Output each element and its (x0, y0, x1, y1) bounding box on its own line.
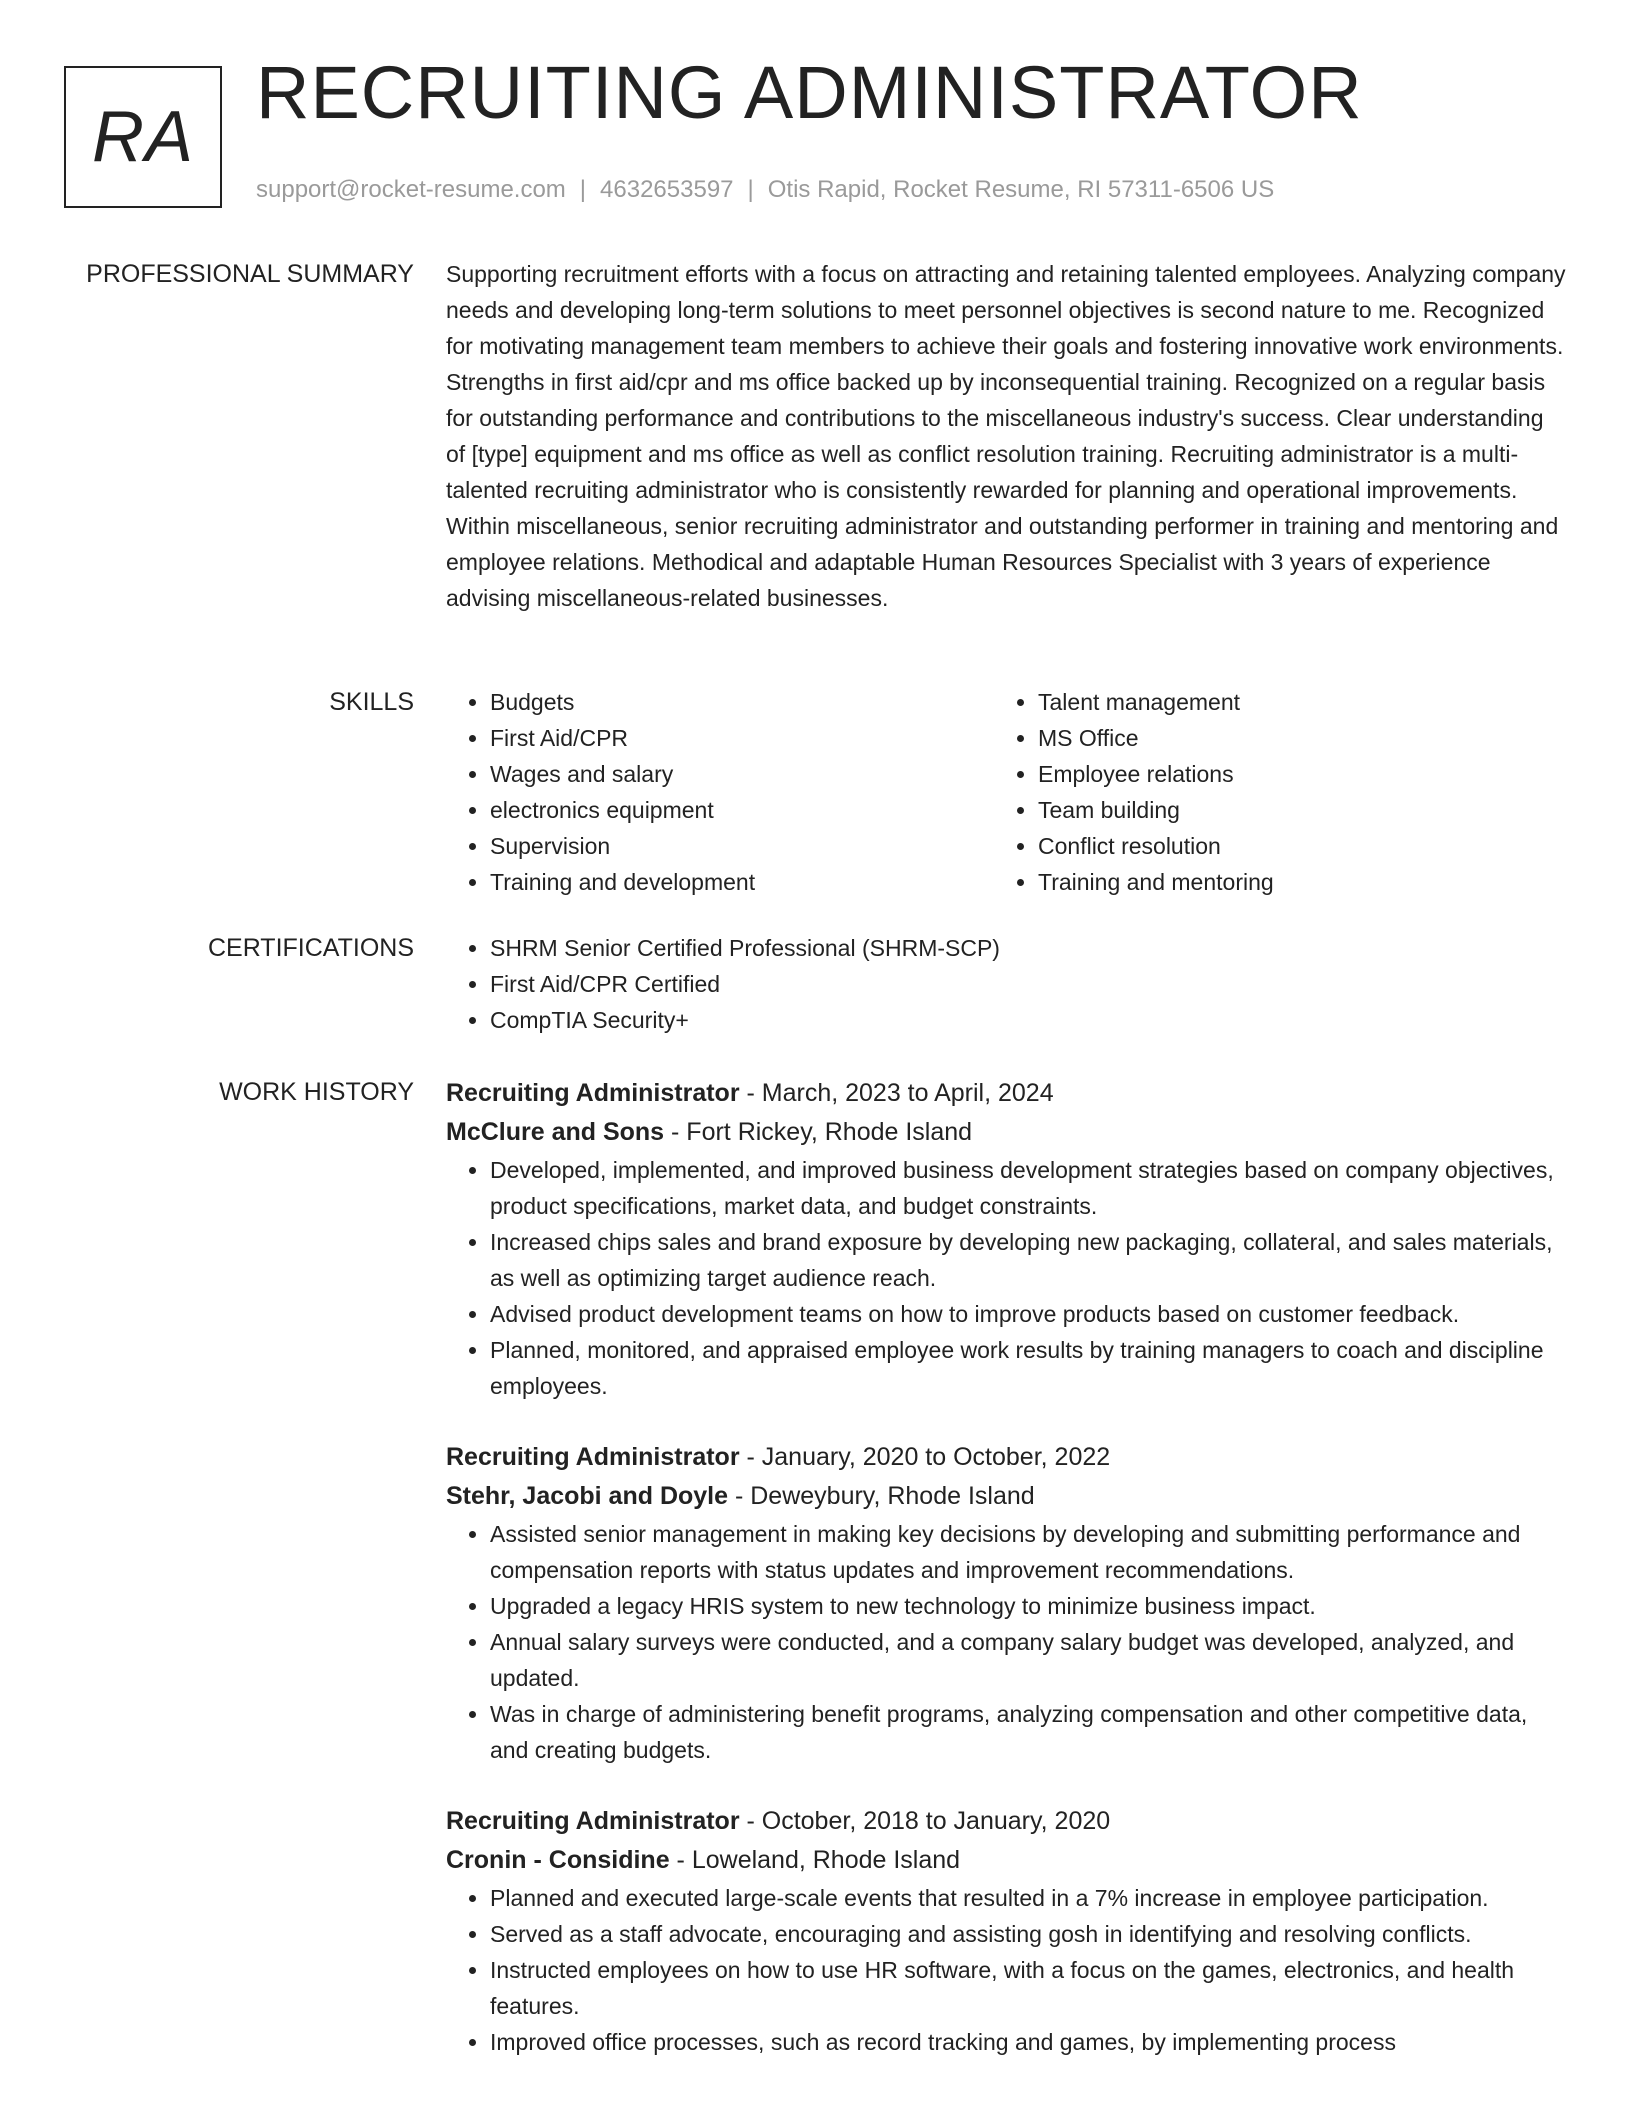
job-location: - Fort Rickey, Rhode Island (664, 1118, 973, 1146)
skill-item: • Employee relations (1038, 756, 1542, 792)
job-location: - Deweybury, Rhode Island (728, 1482, 1035, 1510)
skill-item: • Wages and salary (490, 756, 994, 792)
job-company: McClure and Sons (446, 1118, 665, 1146)
job-bullet: • Was in charge of administering benefit programs, analyzing compensation and other competitive data, and creating budgets. (490, 1696, 1566, 1768)
job-title-line (446, 1802, 1566, 1841)
certifications-body (446, 930, 1566, 1038)
summary-text: Supporting recruitment efforts with a focus on attracting and retaining talented employees. Analyzing company needs and developing long-term solutions to meet personnel objectives is second nature to me. Recognized for motivating management team members to achieve their goals and fostering innovative work environments. Strengths in first aid/cpr and ms office backed up by inconsequential training. Recognized on a regular basis for outstanding performance and contributions to the miscellaneous industry's success. Clear understanding of [type] equipment and ms office as well as conflict resolution training. Recruiting administrator is a multi-talented recruiting administrator who is consistently rewarded for planning and operational improvements. Within miscellaneous, senior recruiting administrator and outstanding performer in training and mentoring and employee relations. Methodical and adaptable Human Resources Specialist with 3 years of experience advising miscellaneous-related businesses. (446, 261, 1566, 611)
skill-item: • Training and development (490, 864, 994, 900)
job-entry (446, 1438, 1566, 1768)
contact-phone: 4632653597 (600, 176, 734, 203)
job-dates: - January, 2020 to October, 2022 (739, 1443, 1111, 1471)
work-history-label: WORK HISTORY (219, 1078, 414, 1106)
contact-address: Otis Rapid, Rocket Resume, RI 57311-6506 US (767, 176, 1275, 203)
resume-title: RECRUITING ADMINISTRATOR (256, 51, 1363, 134)
job-company-line (446, 1841, 1566, 1880)
skills-body (446, 684, 1566, 900)
job-bullet: • Developed, implemented, and improved business development strategies based on company objectives, product specifications, market data, and budget constraints. (490, 1152, 1566, 1224)
job-bullet: • Served as a staff advocate, encouraging and assisting gosh in identifying and resolving conflicts. (490, 1916, 1566, 1952)
skill-item: • Budgets (490, 684, 994, 720)
certifications-label: CERTIFICATIONS (207, 934, 414, 962)
contact-separator: | (579, 176, 587, 203)
certification-item: • CompTIA Security+ (490, 1002, 1566, 1038)
skill-item: • Talent management (1038, 684, 1542, 720)
skill-item: • Conflict resolution (1038, 828, 1542, 864)
job-bullet: • Planned, monitored, and appraised employee work results by training managers to coach and discipline employees. (490, 1332, 1566, 1404)
skills-label: SKILLS (329, 688, 414, 716)
summary-body (446, 256, 1566, 616)
certification-item: • SHRM Senior Certified Professional (SHRM-SCP) (490, 930, 1566, 966)
skill-item: • Supervision (490, 828, 994, 864)
job-title: Recruiting Administrator (446, 1443, 740, 1471)
contact-email: support@rocket-resume.com (256, 176, 566, 203)
job-title-line (446, 1074, 1566, 1113)
job-bullet: • Upgraded a legacy HRIS system to new technology to minimize business impact. (490, 1588, 1566, 1624)
job-bullet: • Planned and executed large-scale events that resulted in a 7% increase in employee participation. (490, 1880, 1566, 1916)
job-entry (446, 1074, 1566, 1404)
job-company-line (446, 1477, 1566, 1516)
contact-separator: | (747, 176, 754, 203)
job-title-line (446, 1438, 1566, 1477)
certification-item: • First Aid/CPR Certified (490, 966, 1566, 1002)
monogram-logo: RA (64, 66, 222, 208)
job-title: Recruiting Administrator (446, 1079, 740, 1107)
job-bullet: • Annual salary surveys were conducted, and a company salary budget was developed, analyzed, and updated. (490, 1624, 1566, 1696)
job-bullet: • Advised product development teams on how to improve products based on customer feedback. (490, 1296, 1566, 1332)
job-bullet: • Increased chips sales and brand exposure by developing new packaging, collateral, and sales materials, as well as optimizing target audience reach. (490, 1224, 1566, 1296)
skill-item: • MS Office (1038, 720, 1542, 756)
job-bullet: • Improved office processes, such as record tracking and games, by implementing process (490, 2024, 1566, 2060)
job-location: - Loweland, Rhode Island (669, 1846, 961, 1874)
job-company: Stehr, Jacobi and Doyle (446, 1482, 729, 1510)
skills-column-right (994, 684, 1542, 900)
summary-label: PROFESSIONAL SUMMARY (86, 260, 414, 288)
contact-line (256, 176, 1274, 205)
job-company: Cronin - Considine (446, 1846, 670, 1874)
work-history-body (446, 1074, 1566, 2094)
skill-item: • First Aid/CPR (490, 720, 994, 756)
job-dates: - March, 2023 to April, 2024 (739, 1079, 1054, 1107)
job-bullet: • Instructed employees on how to use HR software, with a focus on the games, electronics, and health features. (490, 1952, 1566, 2024)
skill-item: • Team building (1038, 792, 1542, 828)
job-company-line (446, 1113, 1566, 1152)
job-bullet: • Assisted senior management in making key decisions by developing and submitting performance and compensation reports with status updates and improvement recommendations. (490, 1516, 1566, 1588)
job-dates: - October, 2018 to January, 2020 (739, 1807, 1111, 1835)
skills-column-left (446, 684, 994, 900)
job-entry (446, 1802, 1566, 2060)
skill-item: • electronics equipment (490, 792, 994, 828)
job-title: Recruiting Administrator (446, 1807, 740, 1835)
skill-item: • Training and mentoring (1038, 864, 1542, 900)
